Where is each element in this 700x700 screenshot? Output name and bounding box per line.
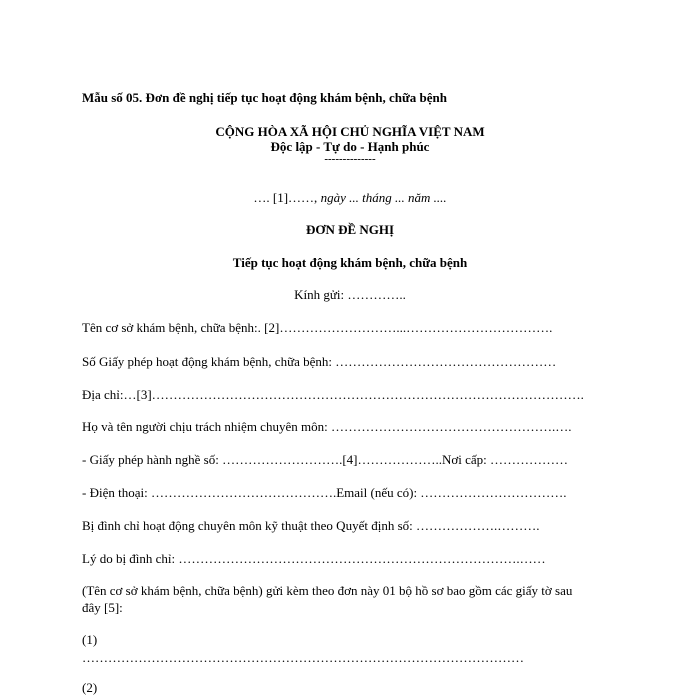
- suspension-reason-field: Lý do bị đình chỉ: …………………………………………………………………….……: [82, 551, 546, 566]
- attachment-statement-line1: (Tên cơ sở khám bệnh, chữa bệnh) gửi kèm theo đơn này 01 bộ hồ sơ bao gồm các giấy tờ sau: [82, 583, 573, 598]
- address-field: Địa chỉ:…[3]……………………………………………………………………………………….: [82, 387, 584, 402]
- nation-header: CỘNG HÒA XÃ HỘI CHỦ NGHĨA VIỆT NAM: [215, 124, 485, 139]
- place-placeholder: …. [1]……,: [253, 190, 321, 205]
- motto: Độc lập - Tự do - Hạnh phúc: [270, 139, 430, 154]
- date-placeholder: ngày ... tháng ... năm ....: [320, 190, 447, 205]
- phone-email-field: - Điện thoại: …………………………………….Email (nếu có): …………………………….: [82, 485, 567, 500]
- list-item-1-dots: …………………………………………………………………………………………: [82, 650, 524, 665]
- license-field: Số Giấy phép hoạt động khám bệnh, chữa bệnh: ……………………………………………: [82, 354, 557, 369]
- recipient-line: Kính gửi: …………..: [294, 287, 406, 302]
- date-line: [0, 190, 700, 206]
- list-item-2-label: (2): [82, 680, 98, 695]
- attachment-statement-line2: đây [5]:: [82, 600, 123, 615]
- form-number-title: Mẫu số 05. Đơn đề nghị tiếp tục hoạt động khám bệnh, chữa bệnh: [82, 90, 447, 105]
- suspension-decision-field: Bị đình chỉ hoạt động chuyên môn kỹ thuật theo Quyết định số: ……………….……….: [82, 518, 540, 533]
- facility-name-field: Tên cơ sở khám bệnh, chữa bệnh:. [2]………………………...…………………………….: [82, 320, 553, 335]
- practice-license-field: - Giấy phép hành nghề số: ……………………….[4]………………..Nơi cấp: ………………: [82, 452, 569, 467]
- document-title: ĐƠN ĐỀ NGHỊ: [305, 222, 395, 237]
- document-subtitle: Tiếp tục hoạt động khám bệnh, chữa bệnh: [232, 255, 468, 270]
- responsible-person-field: Họ và tên người chịu trách nhiệm chuyên môn: …………………………………………….….: [82, 419, 572, 434]
- motto-separator: --------------: [324, 153, 376, 165]
- list-item-1-label: (1): [82, 632, 98, 647]
